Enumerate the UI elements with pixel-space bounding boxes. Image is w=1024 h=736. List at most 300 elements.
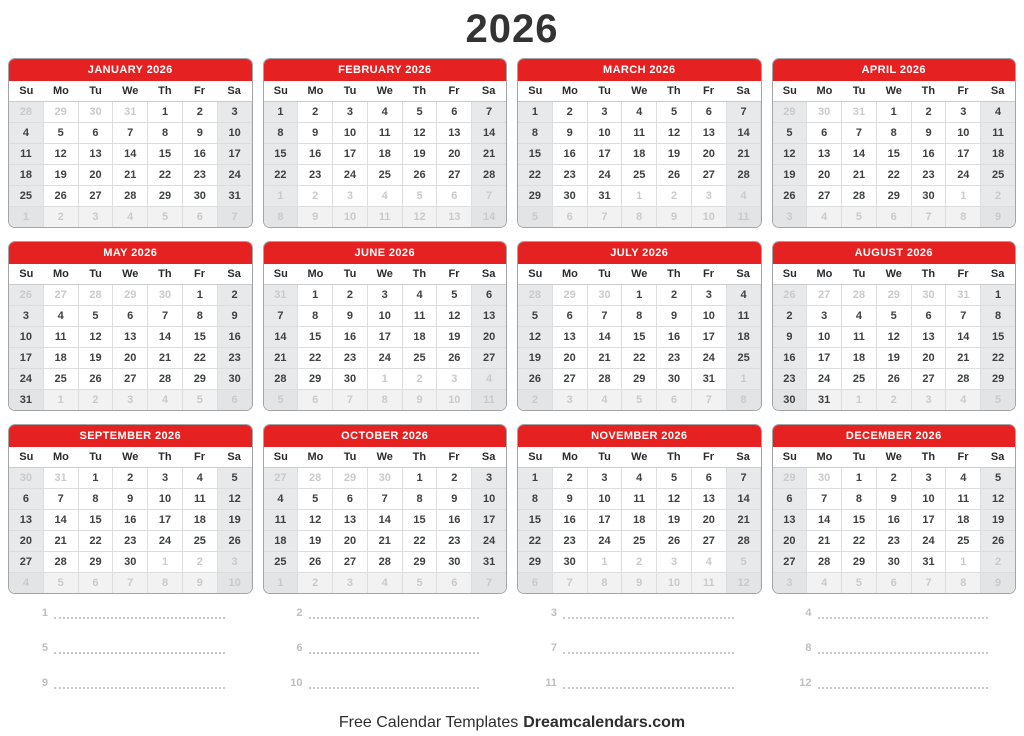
weekday-label: Su [528,268,543,280]
day-cell: 28 [727,165,761,185]
day-cell: 19 [773,165,807,185]
day-cell: 2 [298,102,332,122]
note-dotted-line [54,683,225,689]
weekday-label: Su [528,451,543,463]
day-cell: 16 [553,510,587,530]
weekday-label: We [631,451,648,463]
day-cell: 8 [518,489,552,509]
note-dotted-line [818,613,989,619]
day-cell: 14 [946,327,980,347]
days-grid-february [264,102,507,227]
day-cell: 10 [588,489,622,509]
day-cell: 1 [264,102,298,122]
month-card-september [8,424,253,594]
day-cell: 14 [727,489,761,509]
note-line-1 [8,606,253,619]
day-cell: 6 [183,207,217,227]
day-cell: 6 [9,489,43,509]
day-cell: 4 [622,102,656,122]
day-cell: 30 [368,468,402,488]
day-cell: 7 [472,186,506,206]
footer-brand: Dreamcalendars.com [523,714,686,731]
weekday-label: Mo [53,85,69,97]
day-cell: 8 [946,207,980,227]
day-cell: 22 [518,531,552,551]
day-cell: 4 [9,123,43,143]
day-cell: 2 [183,552,217,572]
day-cell: 19 [657,510,691,530]
month-header-september: SEPTEMBER 2026 [9,425,252,447]
day-cell: 20 [692,144,726,164]
weekday-label: Sa [481,268,496,280]
day-cell: 29 [333,468,367,488]
day-cell: 9 [113,489,147,509]
day-cell: 16 [298,144,332,164]
weekday-label: Tu [89,451,102,463]
day-cell: 21 [368,531,402,551]
day-cell: 28 [79,285,113,305]
day-cell: 13 [79,144,113,164]
day-cell: 1 [403,468,437,488]
day-cell: 27 [773,552,807,572]
day-cell: 24 [218,165,252,185]
day-cell: 31 [9,390,43,410]
day-cell: 21 [842,165,876,185]
day-cell: 20 [333,531,367,551]
day-cell: 7 [113,123,147,143]
day-cell: 10 [333,207,367,227]
weekday-label: Su [273,451,288,463]
day-cell: 30 [333,369,367,389]
weekday-label: Mo [562,268,578,280]
day-cell: 18 [622,144,656,164]
day-cell: 2 [773,306,807,326]
day-cell: 2 [877,468,911,488]
day-cell: 12 [218,489,252,509]
weekday-label: Fr [957,451,969,463]
weekday-header-row [773,447,1016,468]
day-cell: 11 [9,144,43,164]
weekday-label: Su [273,268,288,280]
weekday-label: We [122,268,139,280]
day-cell: 9 [981,207,1015,227]
day-cell: 2 [218,285,252,305]
days-grid-april [773,102,1016,227]
day-cell: 15 [518,510,552,530]
day-cell: 3 [692,186,726,206]
day-cell: 16 [183,144,217,164]
day-cell: 28 [518,285,552,305]
day-cell: 18 [727,327,761,347]
weekday-label: We [885,451,902,463]
note-number: 10 [290,677,303,689]
day-cell: 6 [298,390,332,410]
day-cell: 8 [842,489,876,509]
day-cell: 29 [877,285,911,305]
day-cell: 22 [183,348,217,368]
day-cell: 27 [333,552,367,572]
day-cell: 11 [981,123,1015,143]
weekday-label: Sa [736,268,750,280]
day-cell: 9 [877,489,911,509]
day-cell: 23 [912,165,946,185]
month-header-may: MAY 2026 [9,242,252,264]
day-cell: 14 [842,144,876,164]
day-cell: 27 [9,552,43,572]
day-cell: 11 [368,207,402,227]
day-cell: 31 [113,102,147,122]
day-cell: 8 [183,306,217,326]
day-cell: 13 [9,510,43,530]
day-cell: 24 [333,165,367,185]
day-cell: 10 [218,573,252,593]
day-cell: 30 [113,552,147,572]
day-cell: 17 [9,348,43,368]
day-cell: 14 [807,510,841,530]
weekday-label: Th [412,451,427,463]
day-cell: 26 [9,285,43,305]
weekday-label: We [376,85,393,97]
day-cell: 1 [518,468,552,488]
month-header-march: MARCH 2026 [518,59,761,81]
day-cell: 2 [877,390,911,410]
weekday-label: Th [667,451,681,463]
day-cell: 25 [183,531,217,551]
day-cell: 24 [807,369,841,389]
note-dotted-line [563,613,734,619]
weekday-header-row [264,447,507,468]
day-cell: 18 [981,144,1015,164]
day-cell: 27 [437,165,471,185]
day-cell: 23 [553,531,587,551]
day-cell: 23 [218,348,252,368]
day-cell: 17 [588,144,622,164]
day-cell: 8 [264,207,298,227]
weekday-header-row [264,264,507,285]
note-dotted-line [54,648,225,654]
day-cell: 3 [912,390,946,410]
day-cell: 10 [946,123,980,143]
month-card-october [263,424,508,594]
day-cell: 5 [518,306,552,326]
day-cell: 5 [877,306,911,326]
day-cell: 19 [298,531,332,551]
day-cell: 8 [981,306,1015,326]
month-header-october: OCTOBER 2026 [264,425,507,447]
weekday-label: We [885,268,902,280]
day-cell: 4 [981,102,1015,122]
day-cell: 30 [773,390,807,410]
day-cell: 4 [113,207,147,227]
day-cell: 17 [218,144,252,164]
day-cell: 12 [298,510,332,530]
weekday-label: Sa [990,268,1005,280]
day-cell: 12 [773,144,807,164]
weekday-header-row [518,81,761,102]
day-cell: 18 [368,144,402,164]
day-cell: 3 [553,390,587,410]
day-cell: 2 [79,390,113,410]
day-cell: 22 [622,348,656,368]
day-cell: 3 [912,468,946,488]
day-cell: 2 [44,207,78,227]
weekday-header-row [518,447,761,468]
days-grid-november [518,468,761,593]
day-cell: 3 [9,306,43,326]
day-cell: 7 [807,489,841,509]
day-cell: 9 [657,306,691,326]
day-cell: 18 [622,510,656,530]
day-cell: 7 [368,489,402,509]
day-cell: 4 [368,186,402,206]
day-cell: 19 [981,510,1015,530]
day-cell: 5 [44,123,78,143]
day-cell: 10 [218,123,252,143]
day-cell: 6 [437,186,471,206]
day-cell: 29 [79,552,113,572]
day-cell: 13 [437,207,471,227]
note-dotted-line [818,648,989,654]
day-cell: 13 [472,306,506,326]
day-cell: 15 [403,510,437,530]
weekday-label: Mo [307,451,324,463]
day-cell: 23 [183,165,217,185]
day-cell: 25 [44,369,78,389]
day-cell: 4 [727,186,761,206]
day-cell: 2 [981,552,1015,572]
weekday-header-row [9,264,252,285]
weekday-label: Su [528,85,543,97]
day-cell: 26 [518,369,552,389]
day-cell: 23 [113,531,147,551]
day-cell: 1 [946,186,980,206]
day-cell: 7 [472,102,506,122]
day-cell: 24 [912,531,946,551]
weekday-label: Su [19,85,34,97]
weekday-label: Su [782,268,797,280]
day-cell: 6 [218,390,252,410]
day-cell: 10 [807,327,841,347]
day-cell: 4 [946,468,980,488]
day-cell: 26 [773,285,807,305]
day-cell: 21 [727,144,761,164]
day-cell: 25 [264,552,298,572]
day-cell: 28 [113,186,147,206]
weekday-label: Su [273,85,288,97]
day-cell: 9 [298,123,332,143]
day-cell: 10 [437,390,471,410]
day-cell: 24 [946,165,980,185]
day-cell: 10 [333,123,367,143]
day-cell: 6 [79,123,113,143]
day-cell: 8 [877,123,911,143]
day-cell: 3 [773,573,807,593]
day-cell: 30 [807,468,841,488]
day-cell: 11 [946,489,980,509]
weekday-label: Tu [343,268,357,280]
day-cell: 5 [981,390,1015,410]
day-cell: 15 [148,144,182,164]
day-cell: 30 [912,186,946,206]
note-number: 3 [550,607,557,619]
day-cell: 23 [298,165,332,185]
day-cell: 1 [877,102,911,122]
day-cell: 28 [264,369,298,389]
month-card-november [517,424,762,594]
day-cell: 4 [148,390,182,410]
weekday-label: We [885,85,902,97]
day-cell: 21 [472,144,506,164]
day-cell: 1 [368,369,402,389]
day-cell: 18 [842,348,876,368]
days-grid-october [264,468,507,593]
day-cell: 3 [333,102,367,122]
weekday-label: Th [667,268,681,280]
day-cell: 5 [148,207,182,227]
day-cell: 7 [472,573,506,593]
day-cell: 9 [622,573,656,593]
day-cell: 27 [807,186,841,206]
day-cell: 15 [622,327,656,347]
day-cell: 13 [692,489,726,509]
day-cell: 5 [403,186,437,206]
day-cell: 20 [692,510,726,530]
day-cell: 1 [298,285,332,305]
day-cell: 6 [437,573,471,593]
day-cell: 2 [333,285,367,305]
day-cell: 28 [472,165,506,185]
day-cell: 11 [403,306,437,326]
day-cell: 7 [912,573,946,593]
day-cell: 19 [44,165,78,185]
day-cell: 25 [981,165,1015,185]
day-cell: 3 [218,552,252,572]
day-cell: 25 [727,348,761,368]
day-cell: 13 [113,327,147,347]
weekday-label: We [631,85,648,97]
weekday-label: Tu [852,268,866,280]
day-cell: 26 [773,186,807,206]
day-cell: 25 [403,348,437,368]
day-cell: 18 [264,531,298,551]
day-cell: 20 [807,165,841,185]
day-cell: 26 [79,369,113,389]
note-number: 4 [805,607,812,619]
day-cell: 12 [518,327,552,347]
day-cell: 6 [518,573,552,593]
day-cell: 31 [588,186,622,206]
day-cell: 16 [553,144,587,164]
note-number: 7 [550,642,557,654]
day-cell: 21 [588,348,622,368]
day-cell: 6 [437,102,471,122]
note-line-10 [263,676,508,689]
day-cell: 23 [877,531,911,551]
day-cell: 5 [218,468,252,488]
day-cell: 25 [622,531,656,551]
weekday-label: Mo [816,85,833,97]
weekday-label: Mo [816,451,833,463]
weekday-label: Th [412,85,427,97]
day-cell: 30 [437,552,471,572]
day-cell: 16 [657,327,691,347]
day-cell: 10 [368,306,402,326]
day-cell: 5 [79,306,113,326]
day-cell: 3 [657,552,691,572]
day-cell: 12 [981,489,1015,509]
day-cell: 11 [368,123,402,143]
day-cell: 22 [518,165,552,185]
day-cell: 14 [588,327,622,347]
day-cell: 29 [842,552,876,572]
day-cell: 5 [44,573,78,593]
day-cell: 19 [518,348,552,368]
day-cell: 20 [472,327,506,347]
day-cell: 7 [692,390,726,410]
day-cell: 5 [183,390,217,410]
day-cell: 6 [333,489,367,509]
day-cell: 5 [657,102,691,122]
day-cell: 12 [657,123,691,143]
weekday-label: Th [667,85,681,97]
day-cell: 2 [298,186,332,206]
day-cell: 13 [437,123,471,143]
day-cell: 11 [842,327,876,347]
day-cell: 30 [183,186,217,206]
weekday-header-row [773,264,1016,285]
note-number: 1 [41,607,48,619]
day-cell: 4 [807,207,841,227]
day-cell: 29 [298,369,332,389]
day-cell: 26 [981,531,1015,551]
day-cell: 7 [588,207,622,227]
day-cell: 10 [692,207,726,227]
weekday-label: Mo [307,85,324,97]
day-cell: 12 [727,573,761,593]
day-cell: 11 [727,306,761,326]
day-cell: 5 [264,390,298,410]
month-card-april [772,58,1017,228]
day-cell: 15 [842,510,876,530]
month-header-august: AUGUST 2026 [773,242,1016,264]
day-cell: 5 [518,207,552,227]
weekday-label: Tu [343,85,357,97]
weekday-label: Sa [481,451,496,463]
note-dotted-line [54,613,225,619]
day-cell: 20 [912,348,946,368]
day-cell: 6 [807,123,841,143]
day-cell: 14 [472,123,506,143]
day-cell: 3 [218,102,252,122]
weekday-label: Tu [598,85,611,97]
day-cell: 20 [9,531,43,551]
day-cell: 13 [807,144,841,164]
day-cell: 27 [692,531,726,551]
day-cell: 27 [912,369,946,389]
weekday-header-row [773,81,1016,102]
day-cell: 11 [622,489,656,509]
day-cell: 31 [807,390,841,410]
day-cell: 9 [218,306,252,326]
note-dotted-line [563,683,734,689]
month-card-december [772,424,1017,594]
day-cell: 16 [437,510,471,530]
footer [0,714,1024,732]
weekday-label: Sa [227,85,241,97]
days-grid-september [9,468,252,593]
day-cell: 11 [692,573,726,593]
day-cell: 12 [403,207,437,227]
